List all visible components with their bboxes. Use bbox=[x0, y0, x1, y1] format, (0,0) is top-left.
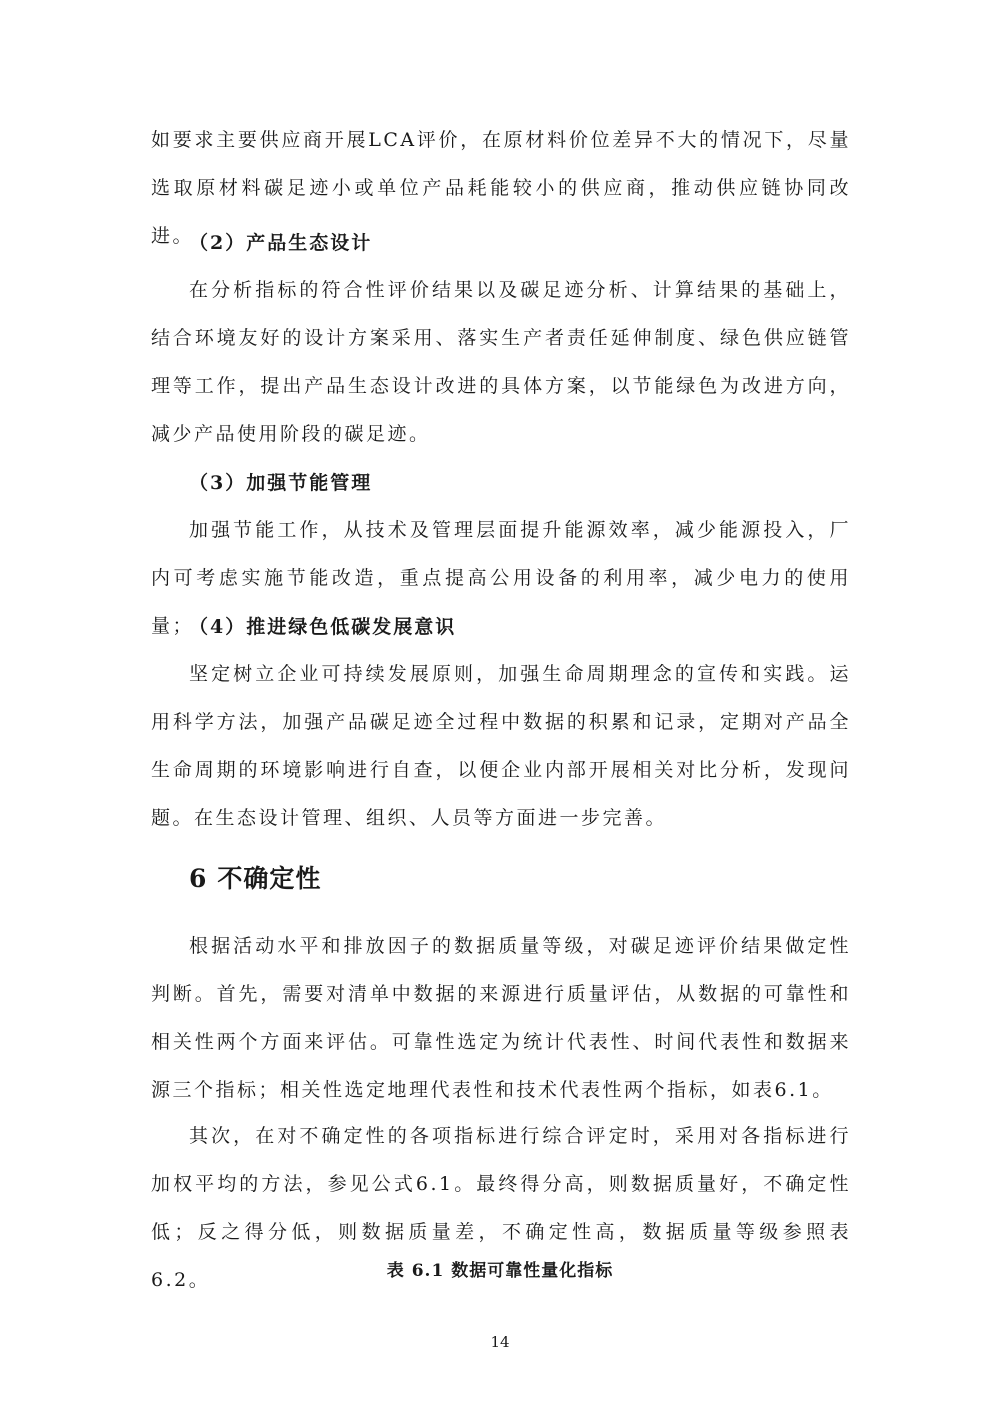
section-number: 6 bbox=[189, 864, 208, 893]
page-number: 14 bbox=[490, 1333, 510, 1351]
section-heading-uncertainty bbox=[189, 862, 321, 896]
table-caption: 表 6.1 数据可靠性量化指标 bbox=[386, 1261, 614, 1281]
subheading-energy-management: （3）加强节能管理 bbox=[189, 472, 373, 494]
paragraph-uncertainty-intro: 根据活动水平和排放因子的数据质量等级，对碳足迹评价结果做定性判断。首先，需要对清单中数据的来源进行质量评估，从数据的可靠性和相关性两个方面来评估。可靠性选定为统计代表性、时间代表性和数据来源三个指标；相关性选定地理代表性和技术代表性两个指标，如表6.1。 bbox=[151, 935, 851, 1101]
paragraph-uncertainty-method: 其次，在对不确定性的各项指标进行综合评定时，采用对各指标进行加权平均的方法，参见公式6.1。最终得分高，则数据质量好，不确定性低；反之得分低，则数据质量差，不确定性高，数据质量等级参照表6.2。 bbox=[151, 1125, 851, 1291]
paragraph-energy-management: 加强节能工作，从技术及管理层面提升能源效率，减少能源投入，厂内可考虑实施节能改造，重点提高公用设备的利用率，减少电力的使用量； bbox=[151, 519, 851, 637]
paragraph-supplier: 如要求主要供应商开展LCA评价，在原材料价位差异不大的情况下，尽量选取原材料碳足迹小或单位产品耗能较小的供应商，推动供应链协同改进。 bbox=[151, 129, 851, 247]
paragraph-eco-design: 在分析指标的符合性评价结果以及碳足迹分析、计算结果的基础上，结合环境友好的设计方案采用、落实生产者责任延伸制度、绿色供应链管理等工作，提出产品生态设计改进的具体方案，以节能绿色为改进方向，减少产品使用阶段的碳足迹。 bbox=[151, 279, 851, 445]
subheading-eco-design: （2）产品生态设计 bbox=[189, 232, 373, 254]
subheading-green-low-carbon: （4）推进绿色低碳发展意识 bbox=[189, 616, 457, 638]
section-title: 不确定性 bbox=[217, 864, 322, 893]
paragraph-green-low-carbon: 坚定树立企业可持续发展原则，加强生命周期理念的宣传和实践。运用科学方法，加强产品碳足迹全过程中数据的积累和记录，定期对产品全生命周期的环境影响进行自查，以便企业内部开展相关对比分析，发现问题。在生态设计管理、组织、人员等方面进一步完善。 bbox=[151, 663, 851, 829]
